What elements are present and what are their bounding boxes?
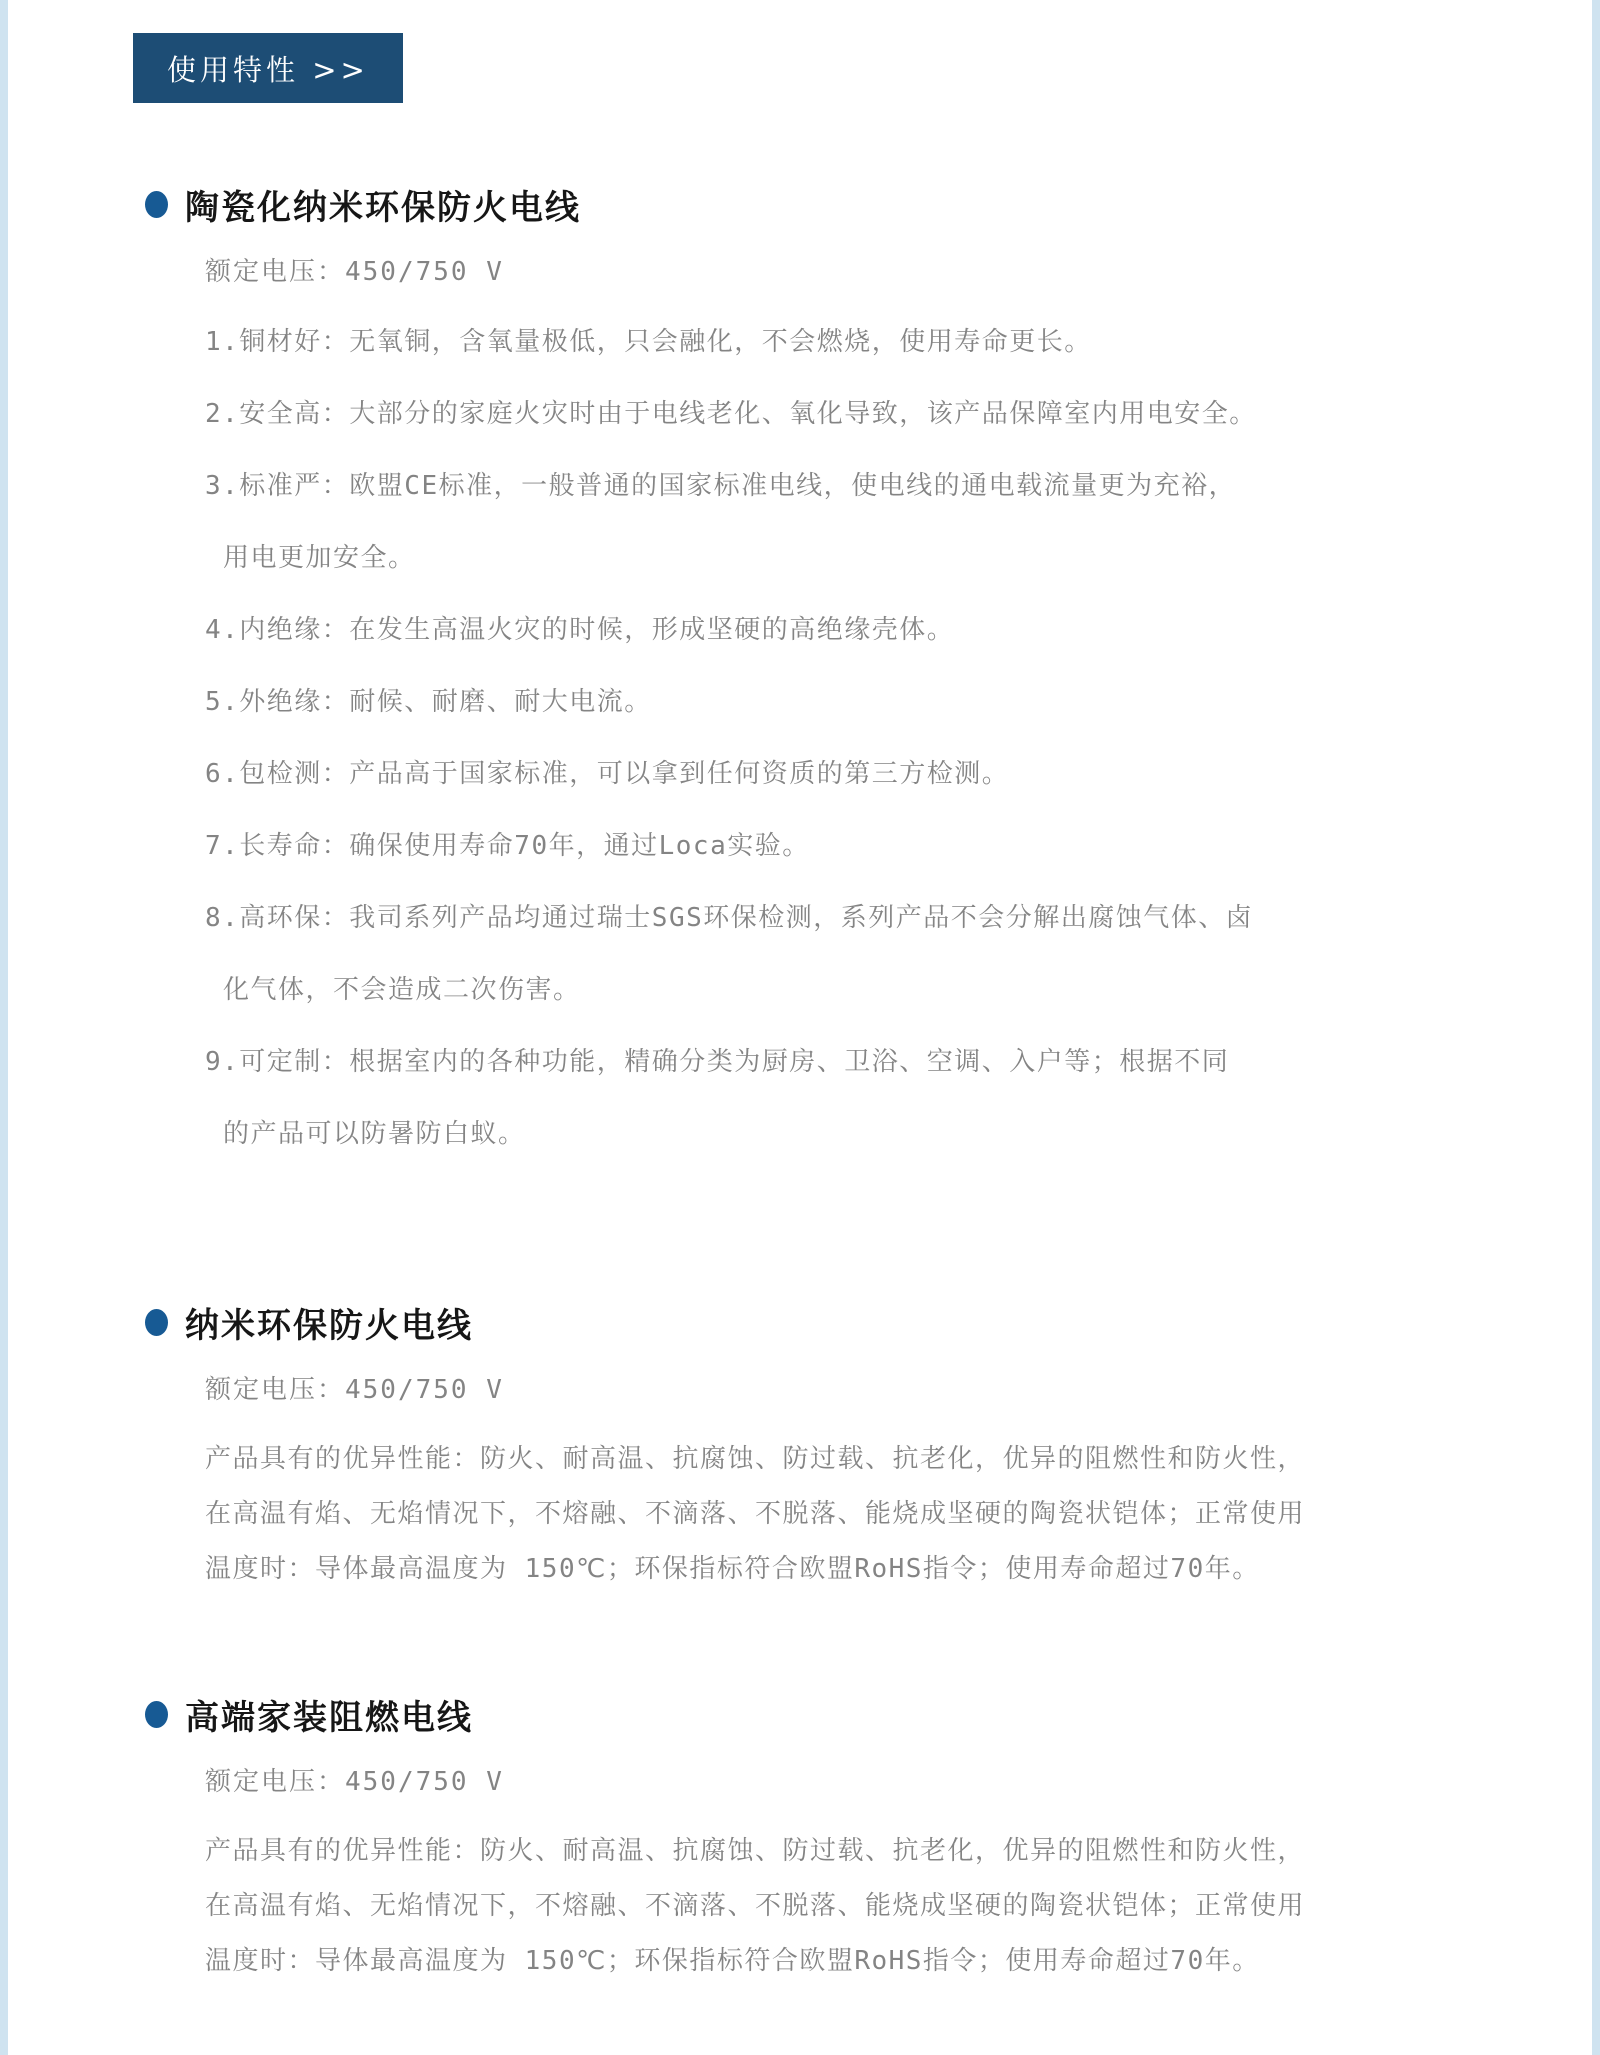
section-title: 陶瓷化纳米环保防火电线	[185, 187, 581, 228]
feature-line: 1.铜材好：无氧铜，含氧量极低，只会融化，不会燃烧，使用寿命更长。	[205, 327, 1092, 357]
feature-line: 用电更加安全。	[223, 543, 416, 573]
feature-line: 6.包检测：产品高于国家标准，可以拿到任何资质的第三方检测。	[205, 759, 1010, 789]
section-title: 纳米环保防火电线	[185, 1305, 473, 1346]
product-section	[145, 182, 1475, 1170]
product-section	[145, 1692, 1475, 1989]
page-edge-right	[1592, 0, 1600, 2055]
section-header	[145, 1300, 1475, 1344]
feature-line: 3.标准严：欧盟CE标准，一般普通的国家标准电线，使电线的通电载流量更为充裕，	[205, 471, 1237, 501]
paragraph-line: 在高温有焰、无焰情况下，不熔融、不滴落、不脱落、能烧成坚硬的陶瓷状铠体；正常使用	[205, 1891, 1306, 1921]
section-body	[205, 306, 1475, 1170]
paragraph-line: 在高温有焰、无焰情况下，不熔融、不滴落、不脱落、能烧成坚硬的陶瓷状铠体；正常使用	[205, 1499, 1306, 1529]
section-header	[145, 182, 1475, 226]
voltage-label: 额定电压：450/750 V	[205, 257, 504, 287]
bullet-icon	[145, 1701, 168, 1728]
feature-line: 9.可定制：根据室内的各种功能，精确分类为厨房、卫浴、空调、入户等；根据不同	[205, 1047, 1230, 1077]
page-edge-left	[0, 0, 8, 2055]
voltage-label: 额定电压：450/750 V	[205, 1767, 504, 1797]
bullet-icon	[145, 1309, 168, 1336]
product-section	[145, 1300, 1475, 1597]
badge-label: 使用特性 >>	[167, 52, 369, 87]
paragraph-line: 产品具有的优异性能：防火、耐高温、抗腐蚀、防过载、抗老化，优异的阻燃性和防火性，	[205, 1444, 1306, 1474]
paragraph-line: 产品具有的优异性能：防火、耐高温、抗腐蚀、防过载、抗老化，优异的阻燃性和防火性，	[205, 1836, 1306, 1866]
section-body	[205, 1432, 1475, 1597]
paragraph-line: 温度时：导体最高温度为 150℃；环保指标符合欧盟RoHS指令；使用寿命超过70年。	[205, 1554, 1260, 1584]
section-badge	[133, 33, 403, 103]
feature-line: 7.长寿命：确保使用寿命70年，通过Loca实验。	[205, 831, 810, 861]
bullet-icon	[145, 191, 168, 218]
feature-line: 化气体，不会造成二次伤害。	[223, 975, 581, 1005]
feature-line: 5.外绝缘：耐候、耐磨、耐大电流。	[205, 687, 652, 717]
feature-line: 8.高环保：我司系列产品均通过瑞士SGS环保检测，系列产品不会分解出腐蚀气体、卤	[205, 903, 1254, 933]
feature-line: 的产品可以防暑防白蚁。	[223, 1119, 526, 1149]
section-body	[205, 1824, 1475, 1989]
voltage-label: 额定电压：450/750 V	[205, 1375, 504, 1405]
feature-line: 4.内绝缘：在发生高温火灾的时候，形成坚硬的高绝缘壳体。	[205, 615, 955, 645]
feature-line: 2.安全高：大部分的家庭火灾时由于电线老化、氧化导致，该产品保障室内用电安全。	[205, 399, 1257, 429]
section-header	[145, 1692, 1475, 1736]
section-title: 高端家装阻燃电线	[185, 1697, 473, 1738]
paragraph-line: 温度时：导体最高温度为 150℃；环保指标符合欧盟RoHS指令；使用寿命超过70年。	[205, 1946, 1260, 1976]
